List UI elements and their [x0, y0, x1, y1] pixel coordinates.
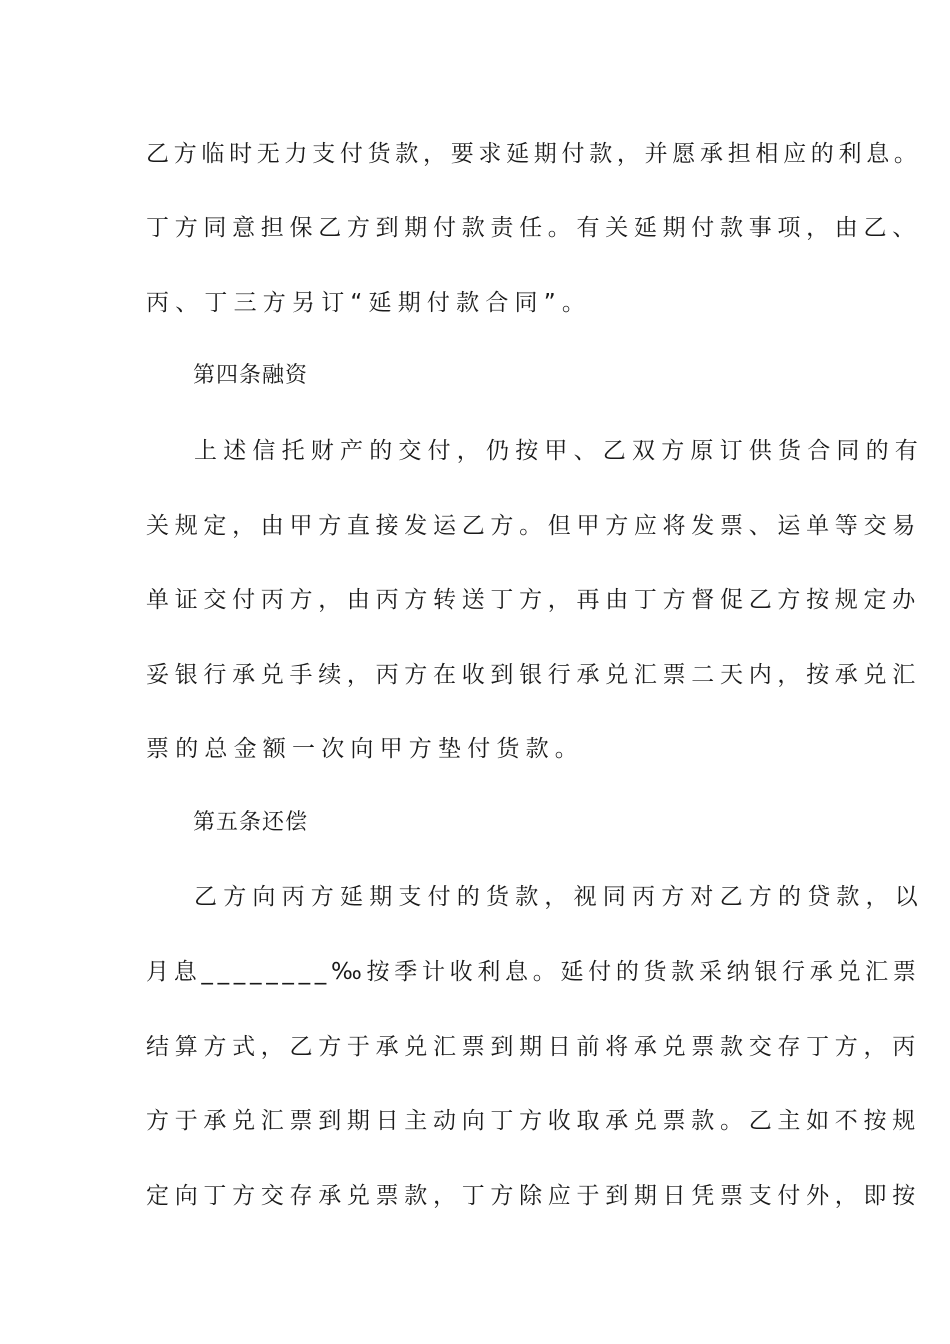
paragraph-line: 乙方临时无力支付货款，要求延期付款，并愿承担相应的利息。	[146, 141, 922, 167]
section-heading: 第四条融资	[193, 363, 309, 388]
paragraph-line: 月息________‰按季计收利息。延付的货款采纳银行承兑汇票	[146, 959, 921, 985]
paragraph-line: 乙方向丙方延期支付的货款，视同丙方对乙方的贷款，以	[194, 884, 924, 910]
paragraph-line: 丁方同意担保乙方到期付款责任。有关延期付款事项，由乙、	[146, 215, 921, 241]
paragraph-line: 丙、丁三方另订“延期付款合同”。	[146, 290, 592, 316]
paragraph-line: 票的总金额一次向甲方垫付货款。	[146, 736, 584, 762]
paragraph-line: 定向丁方交存承兑票款，丁方除应于到期日凭票支付外，即按	[146, 1183, 921, 1209]
paragraph-line: 关规定，由甲方直接发运乙方。但甲方应将发票、运单等交易	[146, 513, 921, 539]
paragraph-line: 方于承兑汇票到期日主动向丁方收取承兑票款。乙主如不按规	[146, 1108, 921, 1134]
paragraph-line: 结算方式，乙方于承兑汇票到期日前将承兑票款交存丁方，丙	[146, 1034, 921, 1060]
section-heading: 第五条还偿	[193, 810, 309, 835]
paragraph-line: 单证交付丙方，由丙方转送丁方，再由丁方督促乙方按规定办	[146, 587, 921, 613]
paragraph-line: 妥银行承兑手续，丙方在收到银行承兑汇票二天内，按承兑汇	[146, 662, 921, 688]
paragraph-line: 上述信托财产的交付，仍按甲、乙双方原订供货合同的有	[194, 438, 924, 464]
